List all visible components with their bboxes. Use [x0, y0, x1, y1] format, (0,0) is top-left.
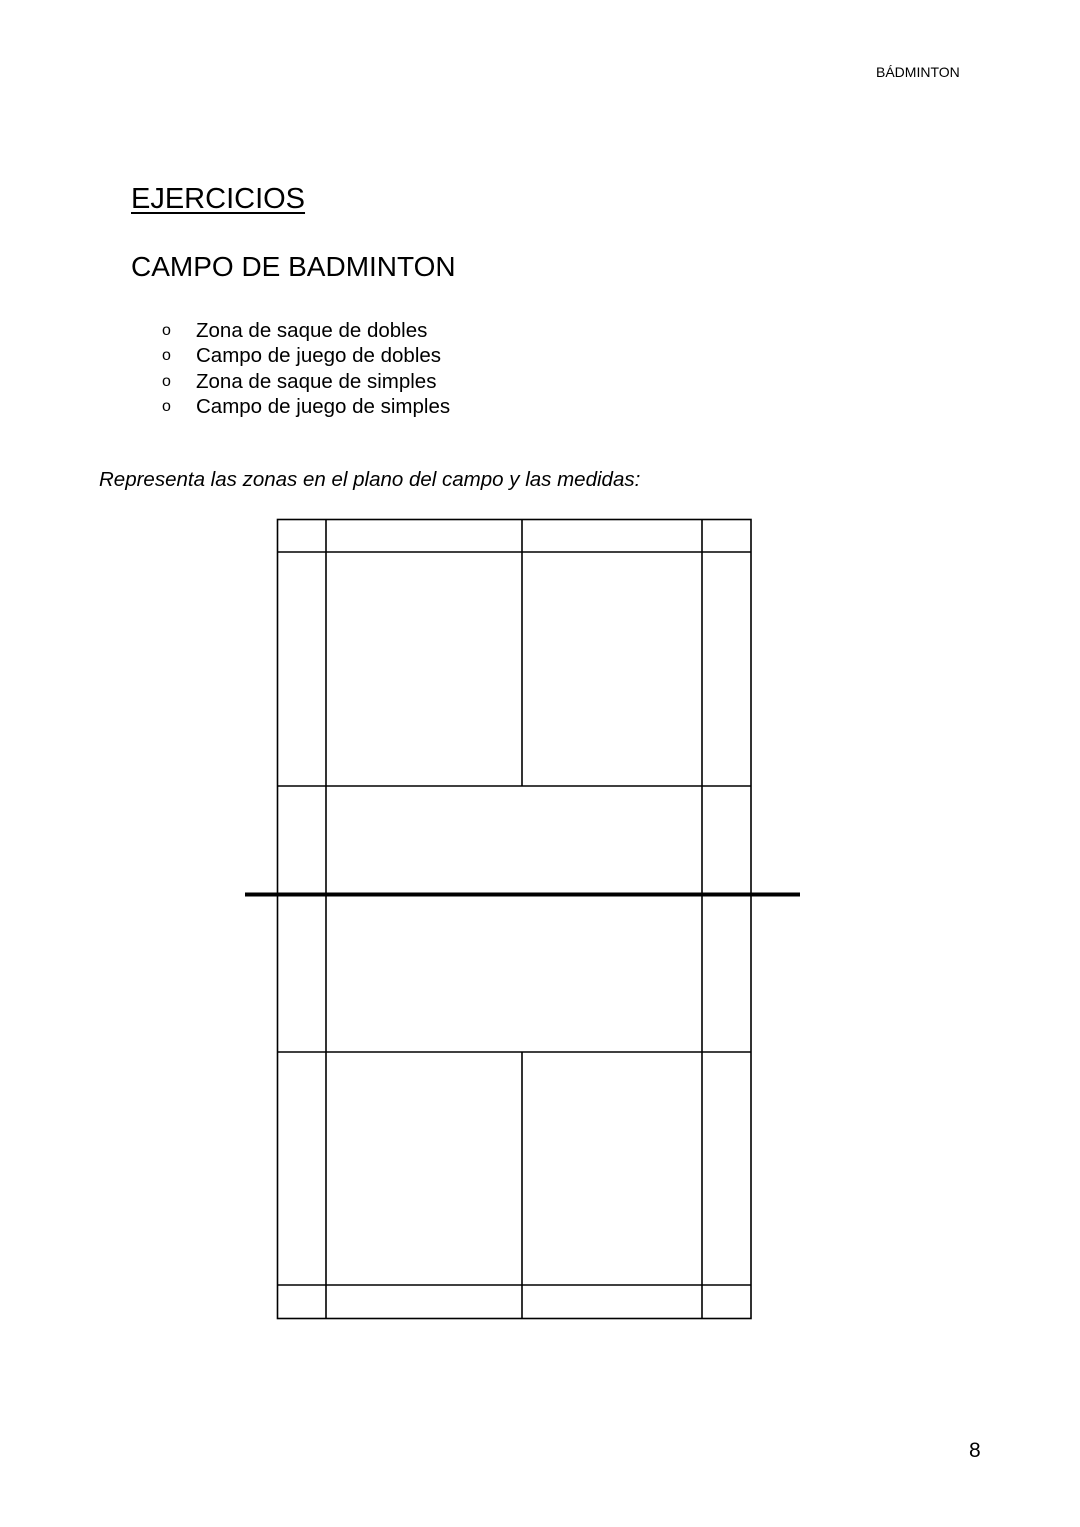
bullet-icon: o	[162, 372, 171, 390]
court-outline	[278, 520, 752, 1319]
page-number: 8	[969, 1439, 981, 1462]
list-item-label: Campo de juego de dobles	[196, 344, 442, 368]
instruction-text: Representa las zonas en el plano del campo y las medidas:	[99, 468, 641, 491]
bullet-icon: o	[162, 397, 171, 415]
bullet-icon: o	[162, 322, 171, 339]
list-item-label: Zona de saque de dobles	[196, 319, 428, 342]
page-title: EJERCICIOS	[131, 183, 306, 215]
running-header: BÁDMINTON	[876, 64, 960, 80]
section-title: CAMPO DE BADMINTON	[131, 251, 456, 282]
bullet-icon: o	[162, 347, 171, 365]
list-item-label: Zona de saque de simples	[196, 369, 437, 393]
list-item-label: Campo de juego de simples	[196, 394, 451, 418]
